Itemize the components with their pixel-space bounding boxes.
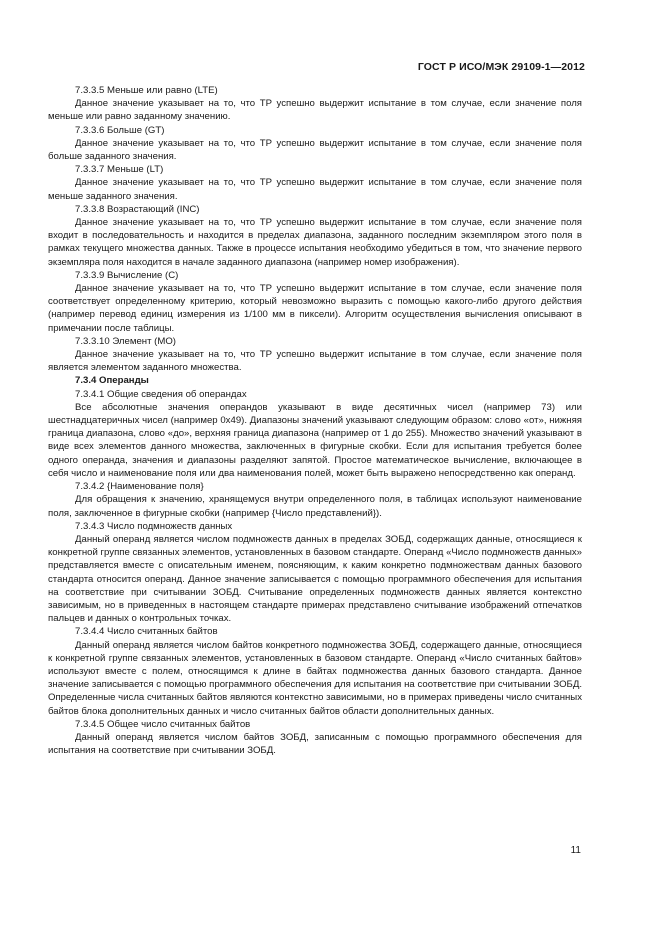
paragraph: Для обращения к значению, хранящемуся внутри определенного поля, в таблицах используют наименование поля, заключенное в фигурные скобки (например {Число представлений}). [48, 494, 582, 519]
section-heading: 7.3.4.5 Общее число считанных байтов [75, 718, 251, 730]
section-heading: 7.3.3.7 Меньше (LT) [75, 164, 164, 176]
section-heading: 7.3.4.2 {Наименование поля} [75, 481, 204, 493]
section-heading: 7.3.4.3 Число подмножеств данных [75, 520, 233, 532]
section-heading: 7.3.3.6 Больше (GT) [75, 124, 165, 136]
document-code-header: ГОСТ Р ИСО/МЭК 29109-1—2012 [417, 61, 585, 73]
paragraph: Данное значение указывает на то, что ТР успешно выдержит испытание в том случае, если значение поля больше заданного значения. [48, 137, 582, 163]
page-number: 11 [570, 845, 581, 856]
section-heading: 7.3.3.5 Меньше или равно (LTE) [75, 85, 218, 96]
paragraph: Данное значение указывает на то, что ТР успешно выдержит испытание в том случае, если значение поля соответствует определенному критерию, который невозможно выразить с помощью какого-либо другого действия (например перевод единиц измерения из 1/100 мм в пиксели). Алгоритм осуществления вычисления описывают в примечании после таблицы. [48, 283, 582, 334]
section-heading: 7.3.4.4 Число считанных байтов [75, 626, 218, 638]
document-body [48, 84, 582, 757]
section-heading: 7.3.4.1 Общие сведения об операндах [75, 388, 247, 400]
paragraph: Данный операнд является числом подмножеств данных в пределах ЗОБД, содержащих данные, относящиеся к конкретной группе связанных элементов, установленных в базовом стандарте. Операнд «Число подмножеств данных» представляется вместе с описательным именем, поясняющим, к каким конкретно подмножествам данных базового стандарта относится операнд. Данное значение записывается с помощью программного обеспечения для испытания на соответствие при считывании ЗОБД. Считывание определенных подмножеств данных является контекстно зависимым, но в приведенных в настоящем стандарте примерах представлено считывание изображений отпечатков пальцев и данных о контрольных точках. [48, 533, 582, 625]
paragraph: Данное значение указывает на то, что ТР успешно выдержит испытание в том случае, если значение поля меньше заданного значения. [48, 177, 582, 202]
paragraph: Данное значение указывает на то, что ТР успешно выдержит испытание в том случае, если значение поля является элементом заданного множества. [48, 349, 582, 374]
paragraph: Данное значение указывает на то, что ТР успешно выдержит испытание в том случае, если значение поля меньше или равно заданному значению. [48, 98, 582, 123]
paragraph: Все абсолютные значения операндов указывают в виде десятичных чисел (например 73) или шестнадцатеричных чисел (например 0x49). Диапазоны значений указывают следующим образом: слово «от», нижняя граница диапазона, слово «до», верхняя граница диапазона (например от 1 до 255). Множество значений указывают в виде всех элементов данного множества, заключенных в фигурные скобки. Если для испытания требуется более одного операнда, значения и диапазоны разделяют запятой. Простое математическое вычисление, включающее в себя число и наименование поля или два наименования полей, может быть выражено непосредственно как операнд. [48, 401, 582, 479]
paragraph: Данный операнд является числом байтов ЗОБД, записанным с помощью программного обеспечения для испытания на соответствие при считывании ЗОБД. [48, 731, 582, 757]
paragraph: Данный операнд является числом байтов конкретного подмножества ЗОБД, содержащего данные, относящиеся к конкретной группе связанных элементов, установленных в базовом стандарте. Операнд «Число считанных байтов» используют вместе с полем, относящимся к длине в байтах подмножества данных базового стандарта. Данное значение записывается с помощью программного обеспечения для испытания на соответствие при считывании ЗОБД. Определенные числа считанных байтов являются контекстно зависимыми, но в примерах приведены число считанных байтов блока дополнительных данных и число считанных байтов области дополнительных данных. [48, 639, 582, 717]
section-heading: 7.3.4 Операнды [75, 375, 149, 387]
section-heading: 7.3.3.10 Элемент (MO) [75, 335, 176, 347]
section-heading: 7.3.3.9 Вычисление (C) [75, 269, 179, 281]
paragraph: Данное значение указывает на то, что ТР успешно выдержит испытание в том случае, если значение поля входит в последовательность и находится в пределах диапазона, заданного последним экземпляром этого поля в рамках текущего множества данных. Также в процессе испытания необходимо убедиться в том, что значение первого экземпляра поля находится в начале заданного диапазона (например номер изображения). [48, 217, 582, 268]
section-heading: 7.3.3.8 Возрастающий (INC) [75, 203, 200, 215]
